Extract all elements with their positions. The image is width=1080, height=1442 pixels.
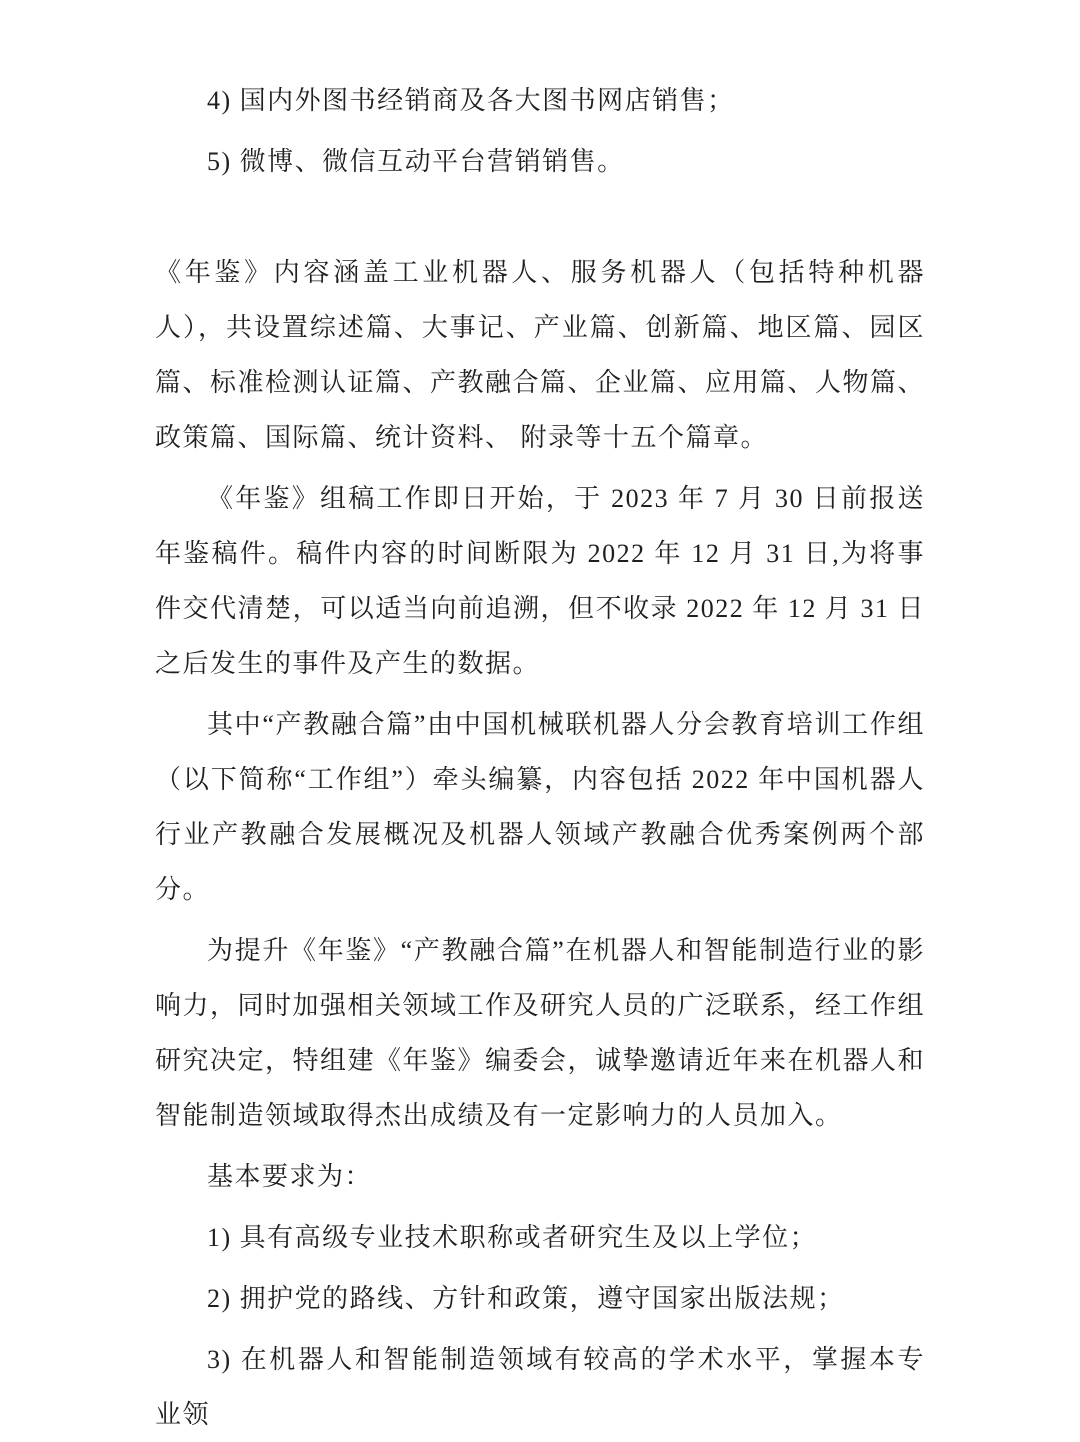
requirement-item-3: 3) 在机器人和智能制造领域有较高的学术水平，掌握本专业领 xyxy=(155,1345,925,1429)
requirement-item-2: 2) 拥护党的路线、方针和政策，遵守国家出版法规； xyxy=(207,1284,845,1313)
requirements-heading: 基本要求为： xyxy=(207,1162,373,1191)
requirement-item-1: 1) 具有高级专业技术职称或者研究生及以上学位； xyxy=(207,1223,818,1252)
list-item-distribution-4: 4) 国内外图书经销商及各大图书网店销售； xyxy=(207,86,735,115)
paragraph-submission-schedule: 《年鉴》组稿工作即日开始，于 2023 年 7 月 30 日前报送年鉴稿件。稿件内容的时间断限为 2022 年 12 月 31 日,为将事件交代清楚，可以适当向前追溯，但不收录 2022 年 12 月 31 日之后发生的事件及产生的数据。 xyxy=(155,484,925,678)
list-item-distribution-5: 5) 微博、微信互动平台营销销售。 xyxy=(207,147,625,176)
paragraph-yearbook-contents: 《年鉴》内容涵盖工业机器人、服务机器人（包括特种机器人），共设置综述篇、大事记、产业篇、创新篇、地区篇、园区篇、标准检测认证篇、产教融合篇、企业篇、应用篇、人物篇、政策篇、国际篇、统计资料、 附录等十五个篇章。 xyxy=(155,258,926,452)
paragraph-editorial-committee-invitation: 为提升《年鉴》“产教融合篇”在机器人和智能制造行业的影响力，同时加强相关领域工作及研究人员的广泛联系，经工作组研究决定，特组建《年鉴》编委会，诚挚邀请近年来在机器人和智能制造领域取得杰出成绩及有一定影响力的人员加入。 xyxy=(155,936,926,1130)
paragraph-industry-education-chapter: 其中“产教融合篇”由中国机械联机器人分会教育培训工作组（以下简称“工作组”）牵头编纂，内容包括 2022 年中国机器人行业产教融合发展概况及机器人领域产教融合优秀案例两个部分。 xyxy=(155,710,925,904)
